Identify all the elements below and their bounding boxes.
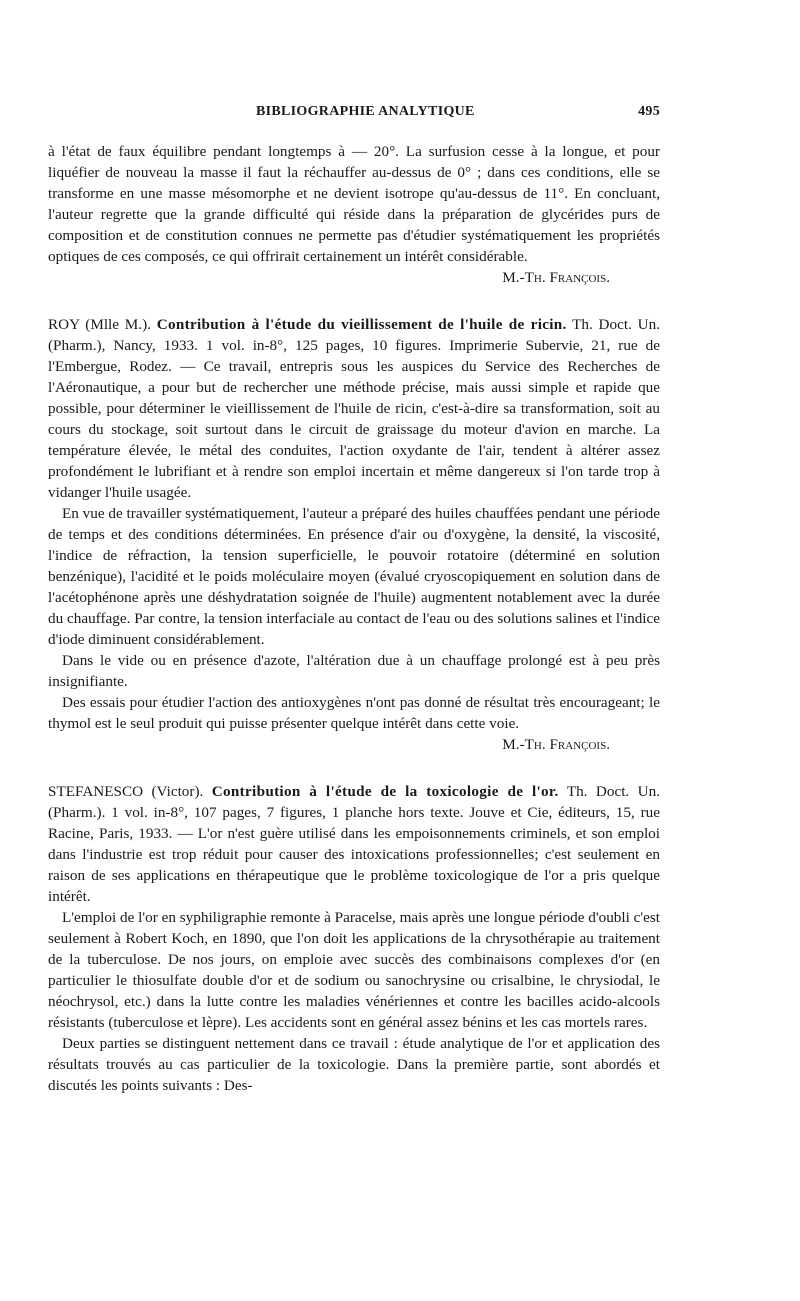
- entry-paragraph: Dans le vide ou en présence d'azote, l'altération due à un chauffage prolongé est à peu près insignifiante.: [48, 652, 660, 690]
- entry-citation: Th. Doct. Un. (Pharm.). 1 vol. in-8°, 107 pages, 7 figures, 1 planche hors texte. Jouve et Cie, éditeurs, 15, rue Racine, Paris, 1933. — L'or n'est guère utilisé dans les empoisonnements criminels, et son emploi dans l'industrie est trop réduit pour causer des intoxications professionnelles; c'est seulement en raison de ses applications en thérapeutique que le problème toxicologique de l'or a pris quelque intérêt.: [48, 783, 661, 905]
- entry-author: ROY (Mlle M.).: [48, 316, 151, 333]
- entry-author: STEFANESCO (Victor).: [48, 783, 204, 800]
- entry-paragraph-text: Des essais pour étudier l'action des antioxygènes n'ont pas donné de résultat très encourageant; le thymol est le seul produit qui puisse présenter quelque intérêt dans cette voie.: [48, 694, 660, 732]
- page-header: [48, 104, 660, 124]
- bibliography-entry-roy: [48, 314, 660, 503]
- entry-paragraph: Deux parties se distinguent nettement dans ce travail : étude analytique de l'or et application des résultats trouvés au cas particulier de la toxicologie. Dans la première partie, sont abordés et discutés les points suivants : Des-: [48, 1035, 660, 1094]
- entry-paragraph: L'emploi de l'or en syphiligraphie remonte à Paracelse, mais après une longue période d'oubli c'est seulement à Robert Koch, en 1890, que l'on doit les applications de la chrysothérapie au traitement de la tuberculose. De nos jours, on emploie avec succès des combinaisons complexes d'or (en particulier le thiosulfate double d'or et de sodium ou sanochrysine ou crisalbine, le chrysiodal, le néochrysol, etc.) dans la lutte contre les maladies vénériennes et contre les bacilles acido-alcools résistants (tuberculose et lèpre). Les accidents sont en général assez bénins et les cas mortels rares.: [48, 909, 660, 1031]
- signature: M.-Th. François.: [502, 269, 610, 286]
- running-head: BIBLIOGRAPHIE ANALYTIQUE: [256, 104, 475, 119]
- entry-title: Contribution à l'étude de la toxicologie de l'or.: [211, 783, 559, 800]
- page-number: 495: [638, 104, 660, 119]
- signature: M.-Th. François.: [502, 736, 610, 753]
- bibliography-entry-stefanesco: [48, 781, 660, 907]
- entry-title: Contribution à l'étude du vieillissement de l'huile de ricin.: [156, 316, 567, 333]
- article-body: [48, 141, 660, 1096]
- entry-paragraph: [48, 692, 660, 755]
- continuation-text: à l'état de faux équilibre pendant longtemps à — 20°. La surfusion cesse à la longue, et pour liquéfier de nouveau la masse il faut la réchauffer au-dessus de 0° ; dans ces conditions, elle se transforme en une masse mésomorphe et ne devient isotrope qu'au-dessus de 11°. En concluant, l'auteur regrette que la grande difficulté qui réside dans la préparation de glycérides purs de composition et de constitution connues ne permette pas d'étudier systématiquement les propriétés optiques de ces composés, ce qui offrirait certainement un intérêt considérable.: [48, 143, 660, 265]
- entry-paragraph: En vue de travailler systématiquement, l'auteur a préparé des huiles chauffées pendant une période de temps et des conditions déterminées. En présence d'air ou d'oxygène, la densité, la viscosité, l'indice de réfraction, la tension superficielle, le pouvoir rotatoire (déterminé en solution benzénique), l'acidité et le poids moléculaire moyen (évalué cryoscopiquement en solution dans de l'acétophénone après une déshydratation soignée de l'huile) augmentent notablement avec la durée du chauffage. Par contre, la tension interfaciale au contact de l'eau ou des solutions salines et l'indice d'iode diminuent considérablement.: [48, 505, 660, 648]
- entry-citation: Th. Doct. Un. (Pharm.), Nancy, 1933. 1 vol. in-8°, 125 pages, 10 figures. Imprimerie Subervie, 21, rue de l'Embergue, Rodez. — Ce travail, entrepris sous les auspices du Service des Recherches de l'Aéronautique, a pour but de rechercher une méthode précise, mais aussi simple et rapide que possible, pour déterminer le vieillissement de l'huile de ricin, c'est-à-dire sa transformation, soit au cours du stockage, soit surtout dans le circuit de graissage du moteur d'avion en marche. La température élevée, le métal des conduites, l'action oxydante de l'air, tendent à altérer assez profondément le lubrifiant et à rendre son emploi incertain et même dangereux si l'on tarde trop à vidanger l'huile usagée.: [48, 316, 660, 501]
- continuation-paragraph: [48, 141, 660, 288]
